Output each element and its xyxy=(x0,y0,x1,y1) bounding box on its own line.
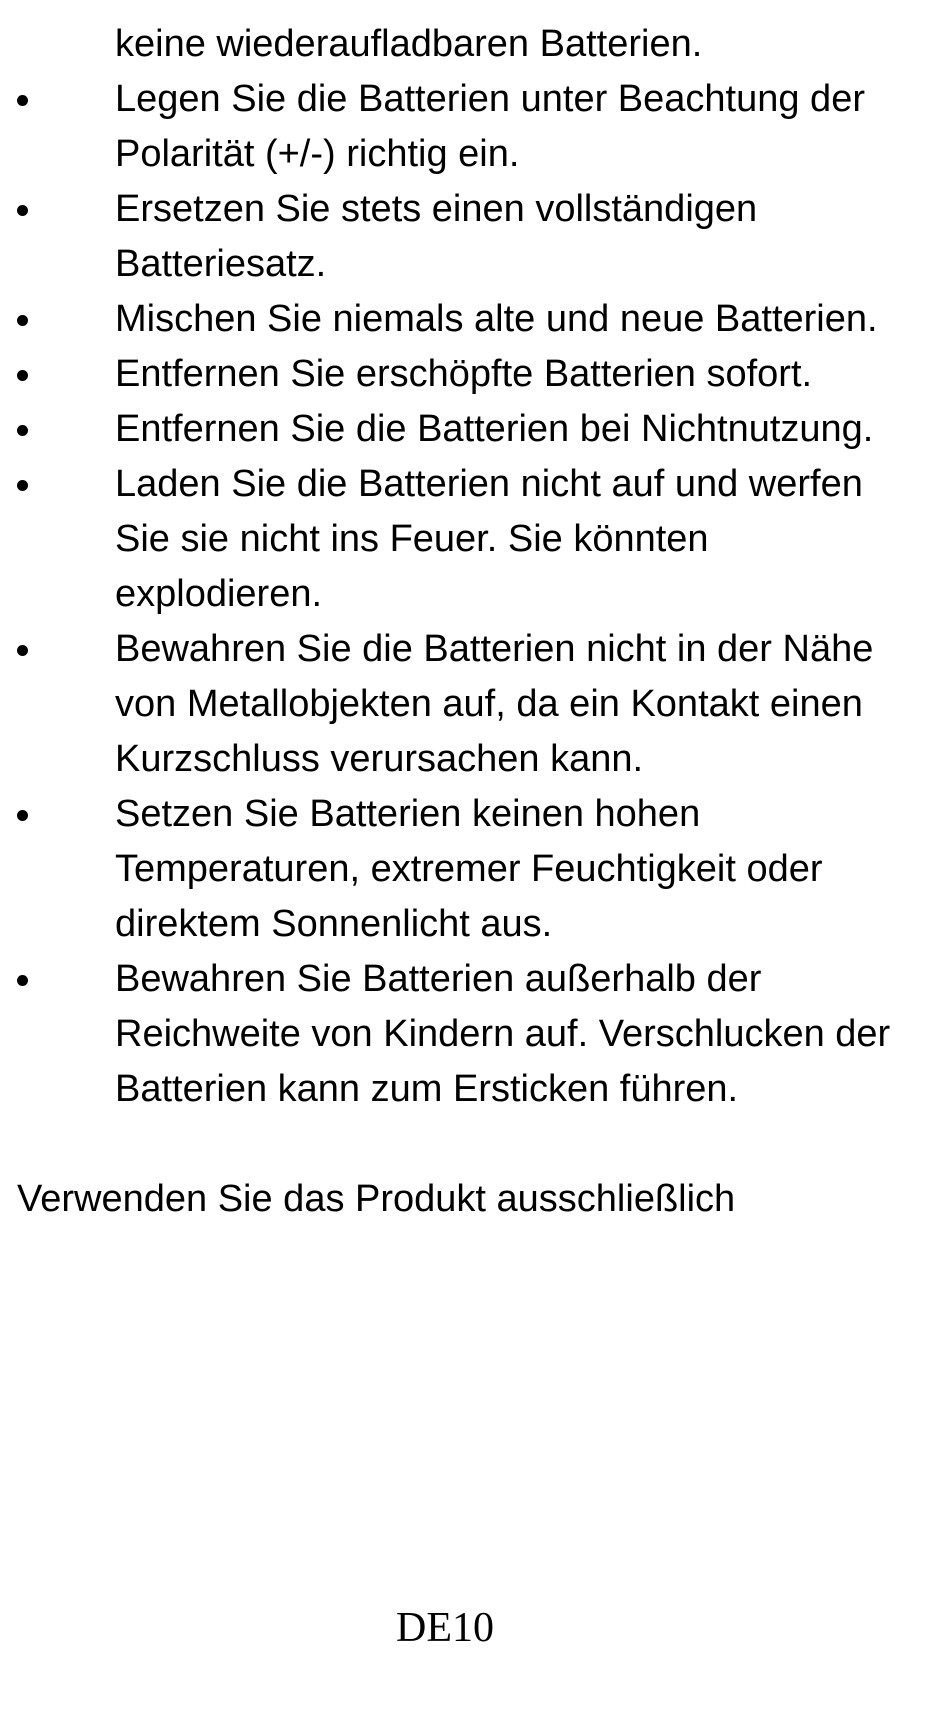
body-text xyxy=(0,17,950,1227)
list-item xyxy=(0,72,950,182)
bullet-icon xyxy=(17,315,28,326)
list-item xyxy=(0,952,950,1117)
list-item xyxy=(0,457,950,622)
closing-line: Verwenden Sie das Produkt ausschließlich xyxy=(17,1178,736,1220)
list-item-text: Mischen Sie niemals alte und neue Batterien. xyxy=(115,298,878,340)
list-item-text: Ersetzen Sie stets einen vollständigen Batteriesatz. xyxy=(115,188,758,285)
bullet-icon xyxy=(17,975,28,986)
bullet-icon xyxy=(17,205,28,216)
list-item-text: Bewahren Sie Batterien außerhalb der Reichweite von Kindern auf. Verschlucken der Batterien kann zum Ersticken führen. xyxy=(115,958,891,1110)
bullet-icon xyxy=(17,95,28,106)
bullet-icon xyxy=(17,370,28,381)
bullet-icon xyxy=(17,810,28,821)
list-item-text: Laden Sie die Batterien nicht auf und werfen Sie sie nicht ins Feuer. Sie könnten explodieren. xyxy=(115,463,863,615)
list-item-text: Legen Sie die Batterien unter Beachtung der Polarität (+/-) richtig ein. xyxy=(115,78,865,175)
list-item-text: Bewahren Sie die Batterien nicht in der Nähe von Metallobjekten auf, da ein Kontakt einen Kurzschluss verursachen kann. xyxy=(115,628,874,780)
list-item-text: Setzen Sie Batterien keinen hohen Temperaturen, extremer Feuchtigkeit oder direktem Sonnenlicht aus. xyxy=(115,793,823,945)
battery-safety-list xyxy=(0,72,950,1117)
bullet-icon xyxy=(17,425,28,436)
list-item-text: Entfernen Sie erschöpfte Batterien sofort. xyxy=(115,353,813,395)
bullet-icon xyxy=(17,480,28,491)
bullet-icon xyxy=(17,645,28,656)
continuation-line: keine wiederaufladbaren Batterien. xyxy=(115,23,703,65)
list-item xyxy=(0,292,950,347)
page-number: DE10 xyxy=(396,1605,494,1651)
paragraph-spacer xyxy=(0,1117,950,1172)
list-item-text: Entfernen Sie die Batterien bei Nichtnutzung. xyxy=(115,408,874,450)
list-item xyxy=(0,622,950,787)
list-item xyxy=(0,347,950,402)
list-item xyxy=(0,787,950,952)
list-item xyxy=(0,182,950,292)
list-item xyxy=(0,402,950,457)
